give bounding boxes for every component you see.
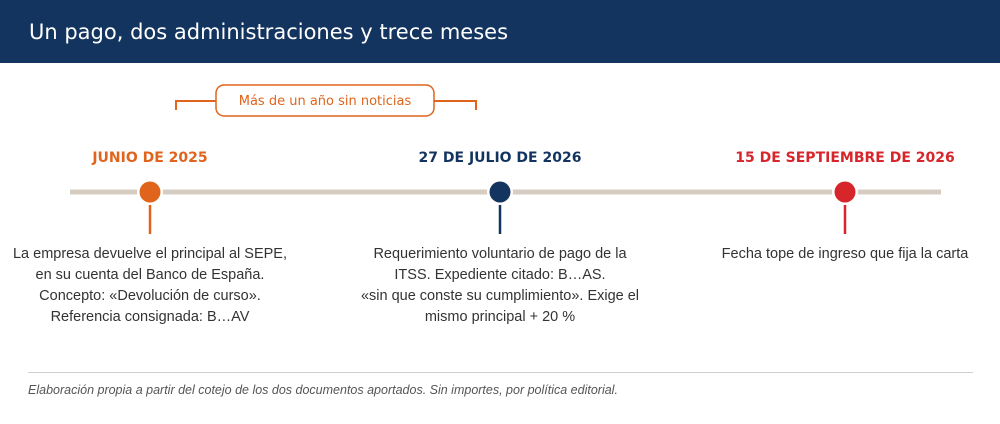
description-line: Concepto: «Devolución de curso». xyxy=(39,288,261,304)
bracket-label: Más de un año sin noticias xyxy=(238,94,412,109)
bracket-line xyxy=(434,101,476,110)
header-bar xyxy=(0,0,1000,63)
bracket xyxy=(176,85,476,116)
event-description xyxy=(5,244,295,328)
event-date-label: 27 DE JULIO DE 2026 xyxy=(418,150,582,166)
description-line: Referencia consignada: B…AV xyxy=(50,309,250,325)
description-line: La empresa devuelve el principal al SEPE, xyxy=(12,246,288,262)
page-title: Un pago, dos administraciones y trece meses xyxy=(29,20,509,44)
footnote: Elaboración propia a partir del cotejo de los dos documentos aportados. Sin importes, por política editorial. xyxy=(28,383,618,397)
description-line: «sin que conste su cumplimiento». Exige el xyxy=(360,288,640,304)
event-marker-dot xyxy=(140,182,161,203)
event-description xyxy=(345,244,655,328)
description-line: en su cuenta del Banco de España. xyxy=(35,267,265,283)
description-line: ITSS. Expediente citado: B…AS. xyxy=(394,267,606,283)
event-date-label: JUNIO DE 2025 xyxy=(92,150,208,166)
description-line: Requerimiento voluntario de pago de la xyxy=(373,246,627,262)
description-line: Fecha tope de ingreso que fija la carta xyxy=(721,246,969,262)
description-line: mismo principal + 20 % xyxy=(424,309,576,325)
bracket-line xyxy=(176,101,216,110)
footer-divider xyxy=(28,372,973,373)
event-marker-dot xyxy=(835,182,856,203)
event-description xyxy=(710,244,980,265)
event-marker-dot xyxy=(490,182,511,203)
event-date-label: 15 DE SEPTIEMBRE DE 2026 xyxy=(735,150,955,166)
